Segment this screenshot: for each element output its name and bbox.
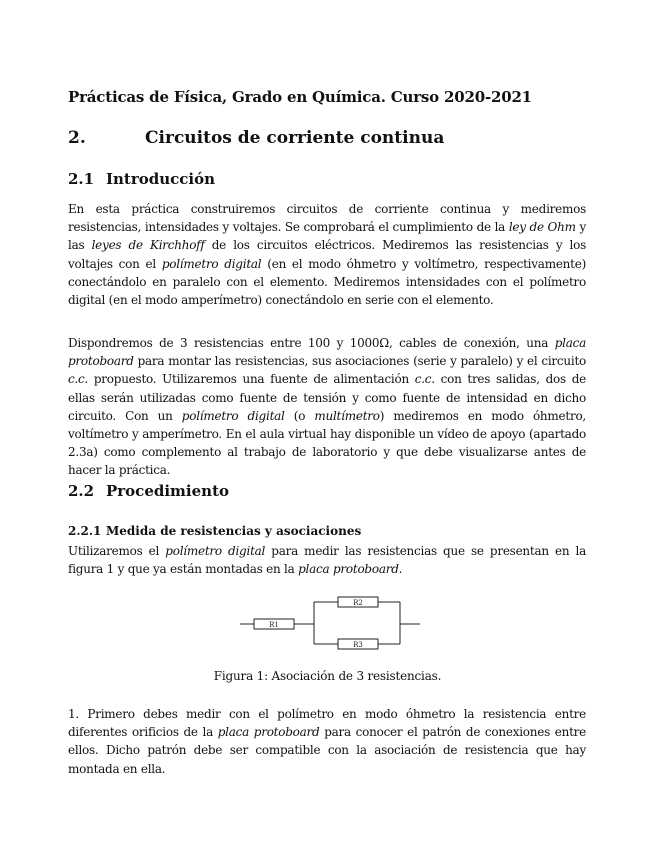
intro-paragraph-2: Dispondremos de 3 resistencias entre 100 y 1000Ω, cables de conexión, una placa protoboard para montar las resistencias, sus asociaciones (serie y paralelo) y el circuito c.c. propuesto. Utilizaremos una fuente de alimentación c.c. con tres salidas, dos de ellas serán utilizadas como fuente de tensión y como fuente de intensidad en dicho circuito. Con un polímetro digital (o multímetro) mediremos en modo óhmetro, voltímetro y amperímetro. En el aula virtual hay disponible un vídeo de apoyo (apartado 2.3a) como complemento al trabajo de laboratorio y que debe visualizarse antes de hacer la práctica. bbox=[68, 336, 586, 478]
term-protoboard: placa protoboard bbox=[68, 336, 586, 369]
term-protoboard: placa protoboard bbox=[217, 725, 320, 740]
resistor-circuit-diagram bbox=[238, 590, 423, 652]
term-protoboard: placa protoboard bbox=[298, 562, 399, 577]
subsection-title: Medida de resistencias y asociaciones bbox=[106, 524, 362, 538]
figure-caption: Figura 1: Asociación de 3 resistencias. bbox=[213, 669, 442, 683]
section-title: Circuitos de corriente continua bbox=[145, 128, 445, 148]
resistor-r2-label: R2 bbox=[353, 599, 363, 607]
subsection-number: 2.2.1 bbox=[68, 524, 102, 538]
term-multimeter: multímetro bbox=[314, 408, 380, 423]
resistor-r3-label: R3 bbox=[353, 641, 363, 649]
procedure-number: 2.2 bbox=[68, 482, 95, 500]
term-ohm-law: ley de Ohm bbox=[508, 220, 576, 235]
procedure-paragraph-2: 1. Primero debes medir con el polímetro en modo óhmetro la resistencia entre diferentes orificios de la placa protoboard para conocer el patrón de conexiones entre ellos. Dicho patrón debe ser compatible con la asociación de resistencia que hay montada en ella. bbox=[68, 707, 586, 776]
course-title: Prácticas de Física, Grado en Química. Curso 2020-2021 bbox=[68, 88, 532, 106]
intro-title: Introducción bbox=[106, 170, 216, 188]
term-digital-multimeter: polímetro digital bbox=[181, 408, 285, 423]
section-number: 2. bbox=[68, 128, 86, 148]
intro-paragraph-1: En esta práctica construiremos circuitos de corriente continua y mediremos resistencias, intensidades y voltajes. Se comprobará el cumplimiento de la ley de Ohm y las leyes de Kirchhoff de los circuitos eléctricos. Mediremos las resistencias y los voltajes con el polímetro digital (en el modo óhmetro y voltímetro, respectivamente) conectándolo en paralelo con el elemento. Mediremos intensidades con el polímetro digital (en el modo amperímetro) conectándolo en serie con el elemento. bbox=[68, 202, 587, 308]
procedure-title: Procedimiento bbox=[106, 482, 230, 500]
term-cc: c.c. bbox=[68, 372, 89, 387]
intro-number: 2.1 bbox=[68, 170, 95, 188]
term-digital-multimeter: polímetro digital bbox=[161, 256, 262, 271]
term-cc-source: c.c. bbox=[414, 372, 435, 387]
procedure-paragraph-1: Utilizaremos el polímetro digital para medir las resistencias que se presentan en la figura 1 y que ya están montadas en la placa protoboard. bbox=[68, 544, 586, 577]
term-kirchhoff-laws: leyes de Kirchhoff bbox=[91, 238, 205, 253]
term-digital-multimeter: polímetro digital bbox=[165, 544, 266, 558]
resistor-r1-label: R1 bbox=[269, 621, 279, 629]
